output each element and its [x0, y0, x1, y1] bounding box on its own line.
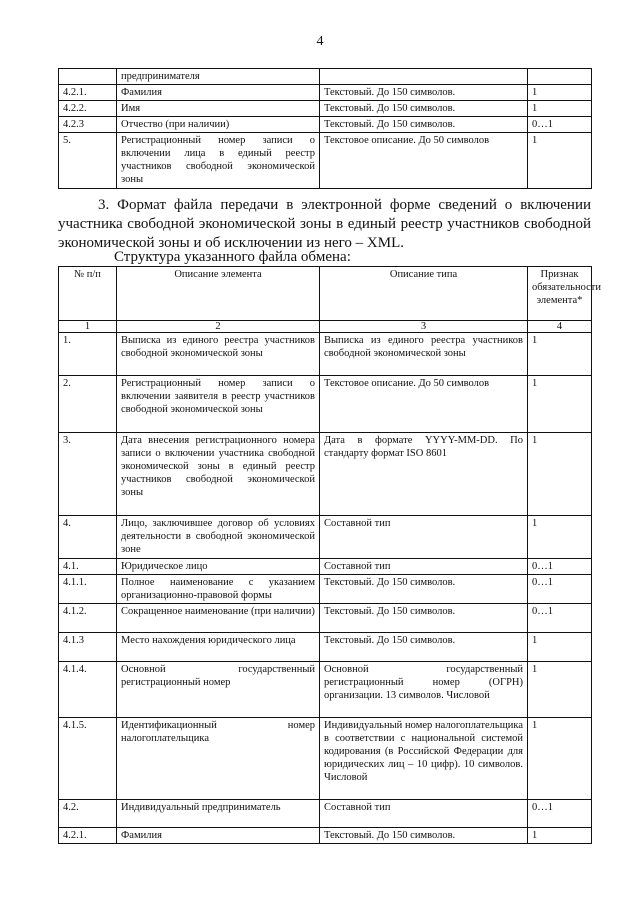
type-description: Составной тип	[320, 516, 528, 559]
table-row	[59, 604, 592, 633]
table-row	[59, 69, 592, 85]
table-row	[59, 376, 592, 433]
type-description: Выписка из единого реестра участников свободной экономической зоны	[320, 333, 528, 376]
type-description: Текстовое описание. До 50 символов	[320, 133, 528, 189]
table-header-row	[59, 267, 592, 321]
column-number: 1	[59, 321, 117, 333]
element-description: Лицо, заключившее договор об условиях деятельности в свободной экономической зоне	[117, 516, 320, 559]
element-description: Основной государственный регистрационный номер	[117, 662, 320, 718]
column-number: 3	[320, 321, 528, 333]
table-row	[59, 800, 592, 828]
row-number: 4.1.2.	[59, 604, 117, 633]
row-number: 4.2.3	[59, 117, 117, 133]
element-description: Фамилия	[117, 828, 320, 844]
element-description: Фамилия	[117, 85, 320, 101]
required-flag: 0…1	[528, 117, 592, 133]
required-flag: 1	[528, 133, 592, 189]
type-description: Текстовый. До 150 символов.	[320, 604, 528, 633]
required-flag: 1	[528, 662, 592, 718]
required-flag: 1	[528, 516, 592, 559]
required-flag: 1	[528, 85, 592, 101]
header-num: № п/п	[59, 267, 117, 321]
table-row	[59, 433, 592, 516]
required-flag: 1	[528, 718, 592, 800]
column-number: 4	[528, 321, 592, 333]
header-type: Описание типа	[320, 267, 528, 321]
element-description: Сокращенное наименование (при наличии)	[117, 604, 320, 633]
type-description: Текстовый. До 150 символов.	[320, 117, 528, 133]
required-flag: 0…1	[528, 800, 592, 828]
element-description: Полное наименование с указанием организационно-правовой формы	[117, 575, 320, 604]
column-number-row	[59, 321, 592, 333]
element-description: Регистрационный номер записи о включении лица в единый реестр участников свободной экономической зоны	[117, 133, 320, 189]
row-number: 4.	[59, 516, 117, 559]
row-number: 4.1.5.	[59, 718, 117, 800]
table-row	[59, 333, 592, 376]
required-flag: 1	[528, 101, 592, 117]
header-element: Описание элемента	[117, 267, 320, 321]
row-number: 4.2.1.	[59, 828, 117, 844]
required-flag: 0…1	[528, 575, 592, 604]
row-number: 2.	[59, 376, 117, 433]
row-number: 5.	[59, 133, 117, 189]
row-number: 3.	[59, 433, 117, 516]
table-row	[59, 718, 592, 800]
exchange-file-structure-table	[58, 266, 601, 844]
type-description: Текстовое описание. До 50 символов	[320, 376, 528, 433]
row-number: 1.	[59, 333, 117, 376]
required-flag: 1	[528, 333, 592, 376]
row-number: 4.1.3	[59, 633, 117, 662]
row-number: 4.1.4.	[59, 662, 117, 718]
element-description: предпринимателя	[117, 69, 320, 85]
column-number: 2	[117, 321, 320, 333]
type-description: Текстовый. До 150 символов.	[320, 101, 528, 117]
row-number: 4.2.1.	[59, 85, 117, 101]
type-description: Составной тип	[320, 559, 528, 575]
table-row	[59, 85, 592, 101]
element-description: Дата внесения регистрационного номера записи о включении участника свободной экономической зоны в единый реестр участников свободной экономической зоны	[117, 433, 320, 516]
type-description	[320, 69, 528, 85]
row-number: 4.1.	[59, 559, 117, 575]
table-row	[59, 117, 592, 133]
table-row	[59, 559, 592, 575]
table-row	[59, 516, 592, 559]
type-description: Основной государственный регистрационный номер (ОГРН) организации. 13 символов. Числовой	[320, 662, 528, 718]
required-flag	[528, 69, 592, 85]
section-paragraph: 3. Формат файла передачи в электронной форме сведений о включении участника свободной экономической зоны в единый реестр участников свободной экономической зоны и об исключении из него – XML.	[58, 197, 591, 251]
type-description: Текстовый. До 150 символов.	[320, 85, 528, 101]
type-description: Текстовый. До 150 символов.	[320, 828, 528, 844]
type-description: Индивидуальный номер налогоплательщика в соответствии с национальной системой кодирования (в Российской Федерации для юридических лиц – 10 цифр). 10 символов. Числовой	[320, 718, 528, 800]
required-flag: 1	[528, 828, 592, 844]
required-flag: 1	[528, 433, 592, 516]
table-row	[59, 575, 592, 604]
page-number: 4	[316, 34, 324, 49]
table-row	[59, 133, 592, 189]
element-description: Место нахождения юридического лица	[117, 633, 320, 662]
required-flag: 1	[528, 633, 592, 662]
row-number: 4.2.	[59, 800, 117, 828]
element-description: Идентификационный номер налогоплательщика	[117, 718, 320, 800]
section-subtitle: Структура указанного файла обмена:	[114, 249, 351, 265]
table-row	[59, 828, 592, 844]
element-description: Имя	[117, 101, 320, 117]
table-continued	[58, 68, 592, 189]
required-flag: 0…1	[528, 604, 592, 633]
table-row	[59, 662, 592, 718]
table-row	[59, 101, 592, 117]
type-description: Текстовый. До 150 символов.	[320, 633, 528, 662]
row-number: 4.1.1.	[59, 575, 117, 604]
row-number: 4.2.2.	[59, 101, 117, 117]
row-number	[59, 69, 117, 85]
required-flag: 0…1	[528, 559, 592, 575]
type-description: Дата в формате YYYY-MM-DD. По стандарту формат ISO 8601	[320, 433, 528, 516]
element-description: Выписка из единого реестра участников свободной экономической зоны	[117, 333, 320, 376]
header-flag: Признак обязательности элемента*	[528, 267, 592, 321]
element-description: Регистрационный номер записи о включении заявителя в реестр участников свободной экономической зоны	[117, 376, 320, 433]
type-description: Текстовый. До 150 символов.	[320, 575, 528, 604]
type-description: Составной тип	[320, 800, 528, 828]
table-row	[59, 633, 592, 662]
required-flag: 1	[528, 376, 592, 433]
element-description: Индивидуальный предприниматель	[117, 800, 320, 828]
element-description: Отчество (при наличии)	[117, 117, 320, 133]
element-description: Юридическое лицо	[117, 559, 320, 575]
